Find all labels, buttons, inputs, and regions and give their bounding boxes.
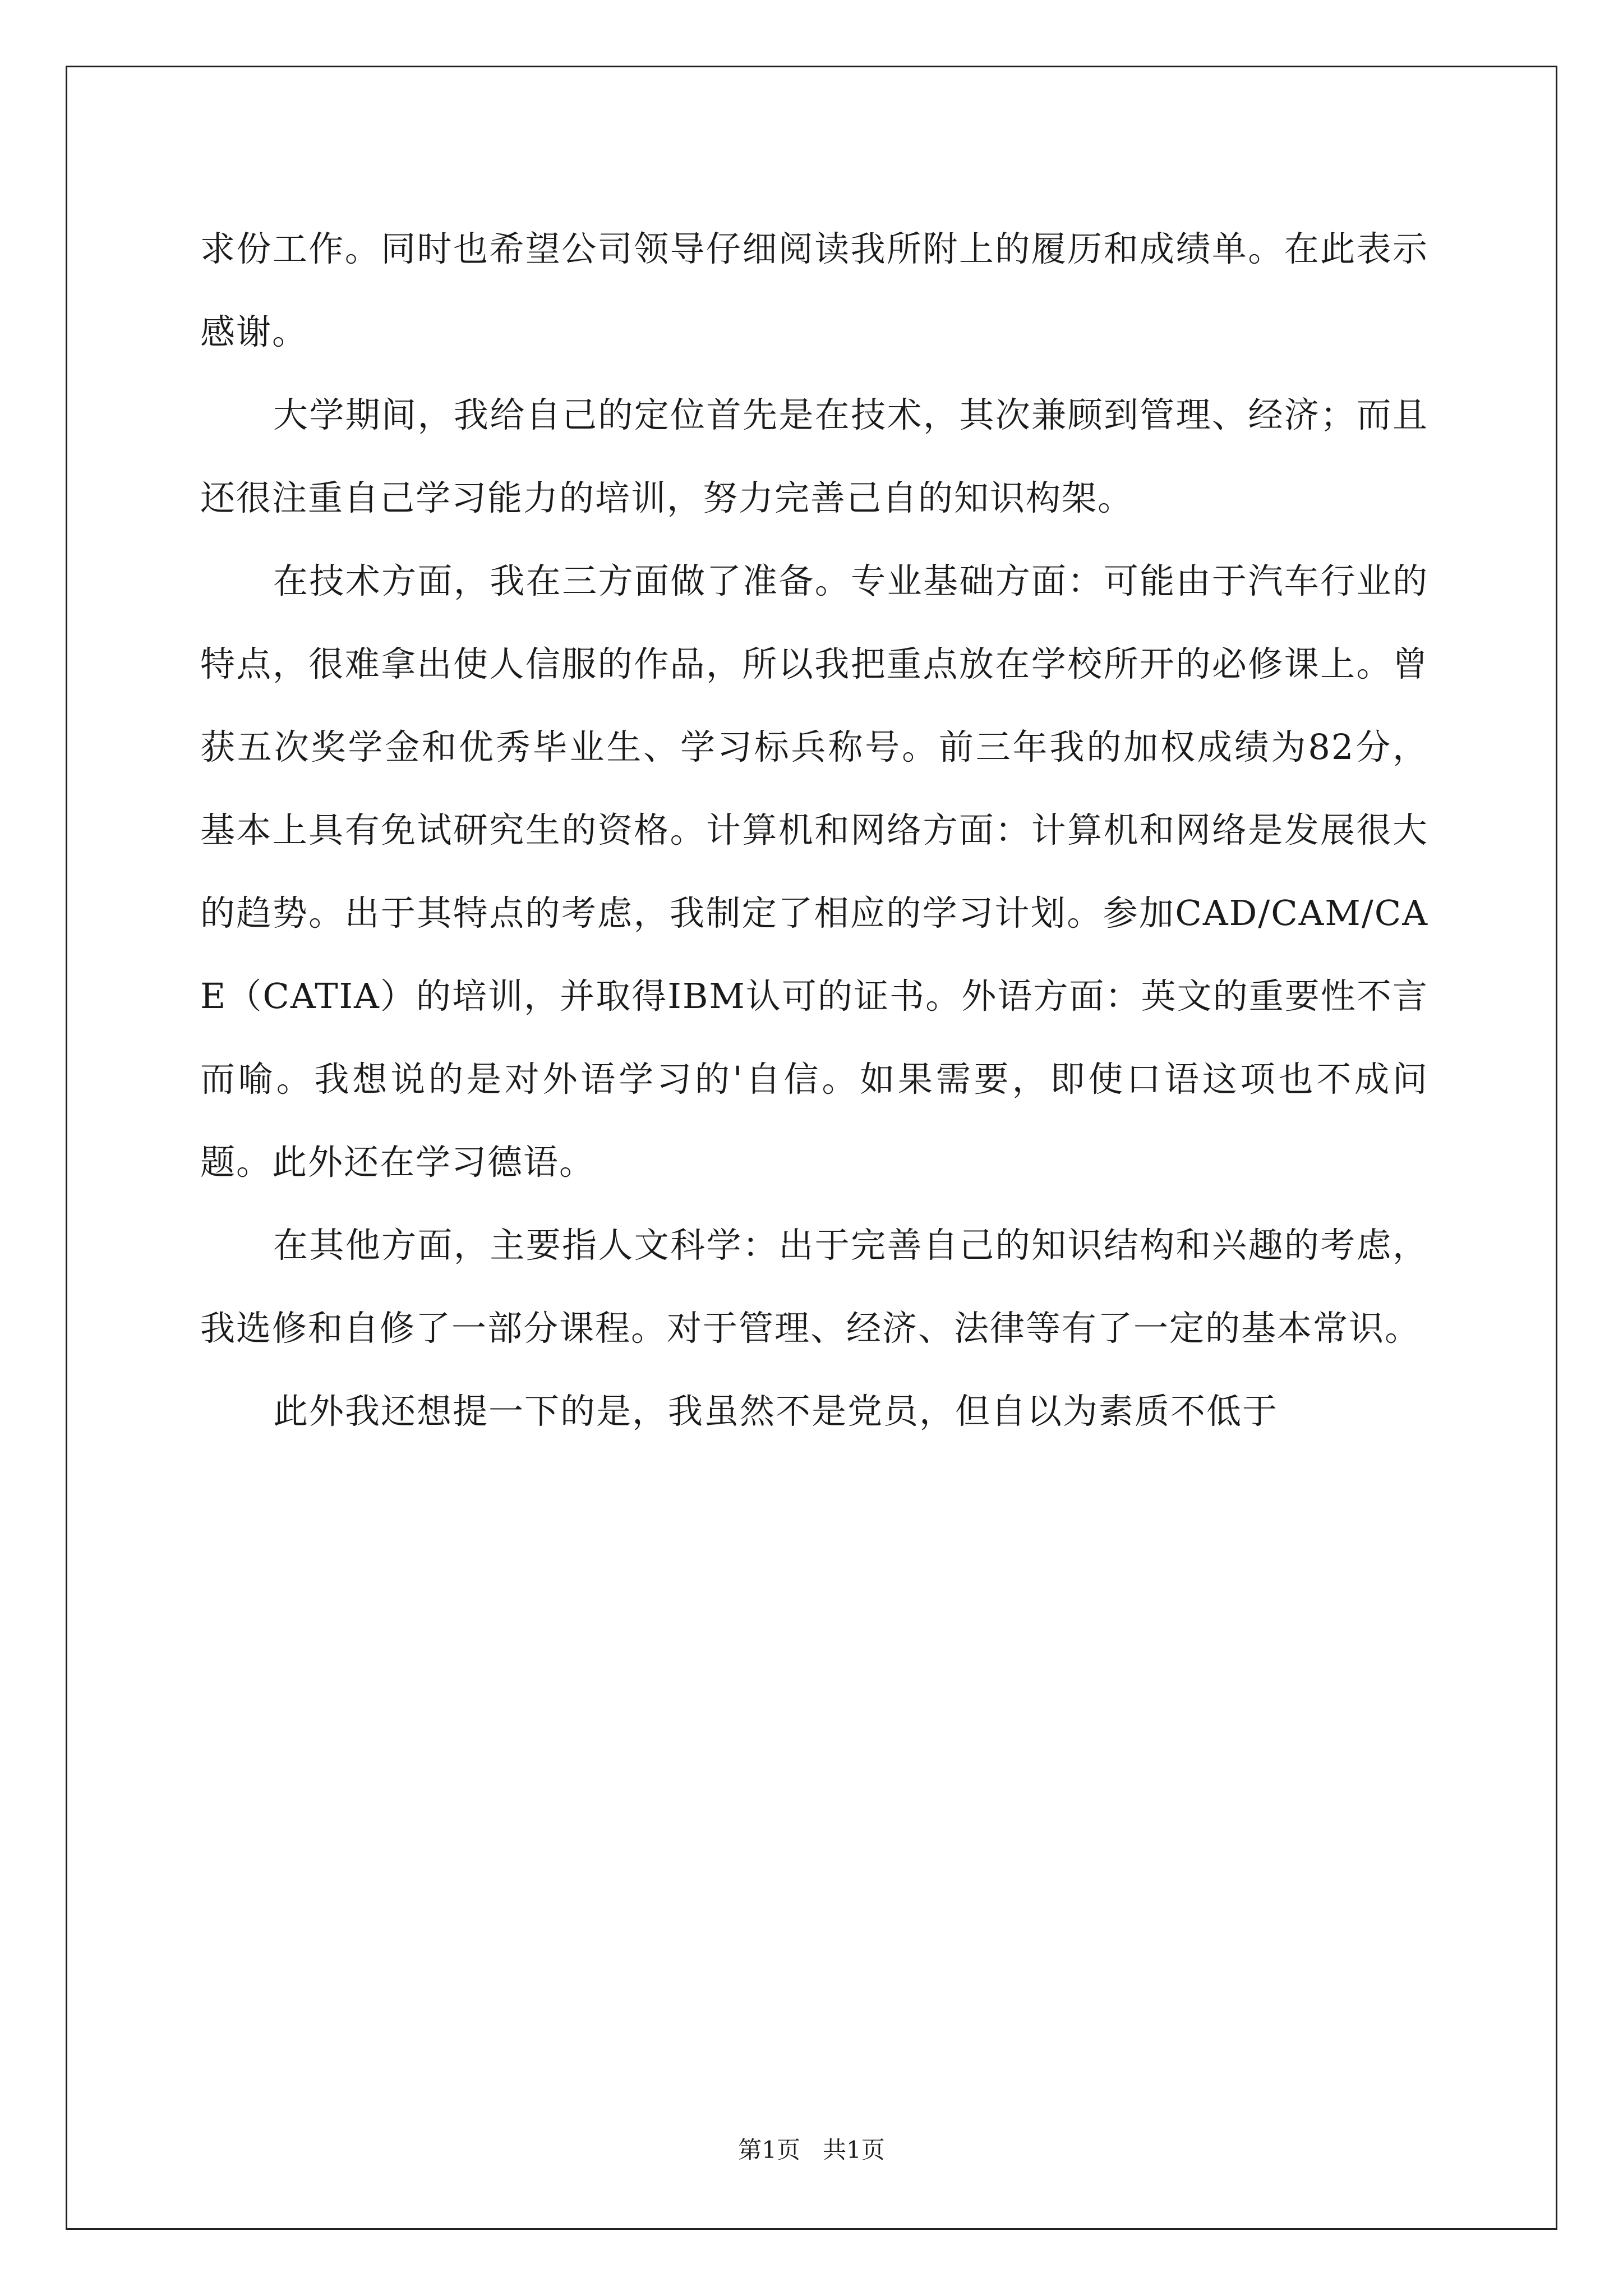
paragraph-3: 在技术方面，我在三方面做了准备。专业基础方面：可能由于汽车行业的特点，很难拿出使人信服的作品，所以我把重点放在学校所开的必修课上。曾获五次奖学金和优秀毕业生、学习标兵称号。前三年我的加权成绩为82分，基本上具有免试研究生的资格。计算机和网络方面：计算机和网络是发展很大的趋势。出于其特点的考虑，我制定了相应的学习计划。参加CAD/CAM/CAE（CATIA）的培训，并取得IBM认可的证书。外语方面：英文的重要性不言而喻。我想说的是对外语学习的'自信。如果需要，即使口语这项也不成问题。此外还在学习德语。 — [200, 560, 1428, 1182]
paragraph-1: 求份工作。同时也希望公司领导仔细阅读我所附上的履历和成绩单。在此表示感谢。 — [200, 228, 1428, 352]
paragraph-5: 此外我还想提一下的是，我虽然不是党员，但自以为素质不低于 — [273, 1391, 1279, 1432]
paragraph-2: 大学期间，我给自己的定位首先是在技术，其次兼顾到管理、经济；而且还很注重自己学习能力的培训，努力完善己自的知识构架。 — [200, 394, 1428, 518]
paragraph-4: 在其他方面，主要指人文科学：出于完善自己的知识结构和兴趣的考虑，我选修和自修了一部分课程。对于管理、经济、法律等有了一定的基本常识。 — [200, 1225, 1428, 1349]
document-body — [200, 208, 1428, 1453]
page-total: 共1页 — [823, 2136, 885, 2164]
page-footer — [0, 2134, 1623, 2166]
page-number: 第1页 — [738, 2136, 800, 2164]
